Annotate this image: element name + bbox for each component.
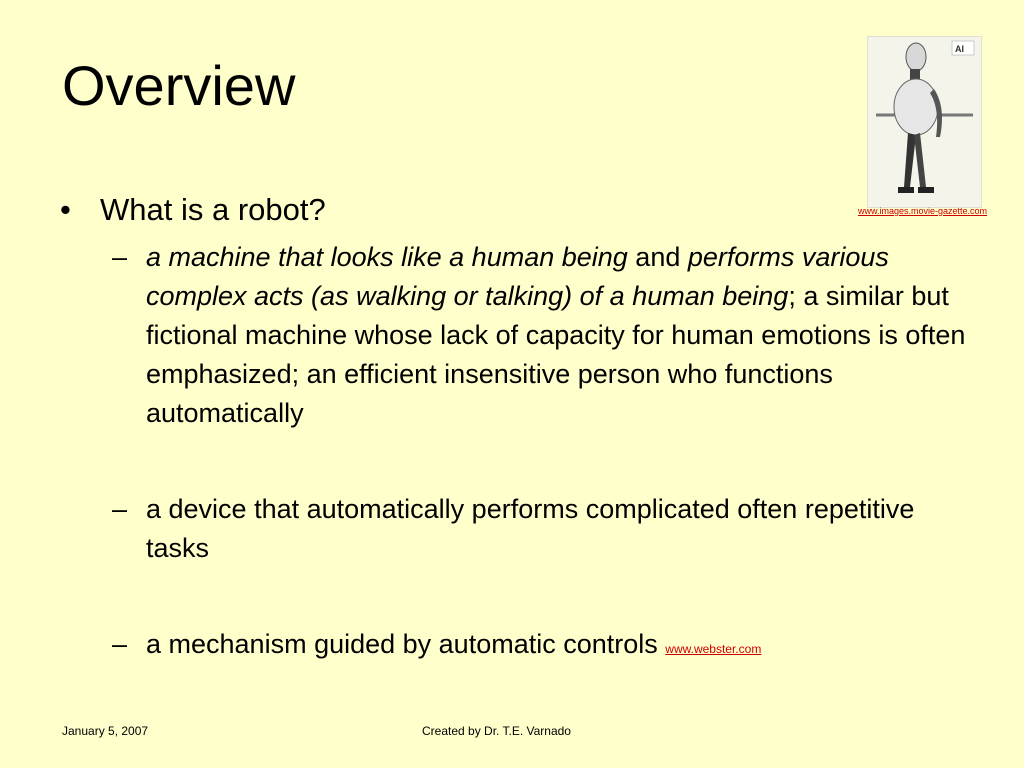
footer-date: January 5, 2007 xyxy=(62,724,149,738)
definition-italic-2: performs various complex acts (as walking or talking) of a human being xyxy=(146,242,889,311)
sub-bullet-3 xyxy=(112,625,972,669)
bullet-text: What is a robot? xyxy=(100,192,326,227)
dash-marker: – xyxy=(112,494,128,524)
sub-bullet-1-text xyxy=(146,238,972,433)
image-logo-label: AI xyxy=(955,44,964,54)
image-source-link[interactable]: www.images.movie-gazette.com xyxy=(858,206,988,216)
definition-plain-2: ; a similar but fictional machine whose lack of capacity for human emotions is often emphasized; an efficient insensitive person who functions automatically xyxy=(146,281,966,428)
robot-icon xyxy=(868,37,981,207)
sub-bullet-1 xyxy=(112,238,972,433)
sub-bullet-3-text xyxy=(146,625,972,669)
dash-marker: – xyxy=(112,242,128,272)
footer-author: Created by Dr. T.E. Varnado xyxy=(422,724,571,738)
dash-marker: – xyxy=(112,629,128,659)
bullet-dot: • xyxy=(60,192,71,227)
sub-bullet-2 xyxy=(112,490,972,568)
robot-poster-image xyxy=(867,36,982,208)
sub-bullet-3-label: a mechanism guided by automatic controls xyxy=(146,629,658,659)
definition-plain-1: and xyxy=(627,242,688,272)
bullet-item xyxy=(60,192,326,228)
webster-link[interactable]: www.webster.com xyxy=(665,642,762,656)
definition-italic-1: a machine that looks like a human being xyxy=(146,242,628,272)
sub-bullet-2-text: a device that automatically performs complicated often repetitive tasks xyxy=(146,494,915,563)
slide-title: Overview xyxy=(62,54,296,117)
